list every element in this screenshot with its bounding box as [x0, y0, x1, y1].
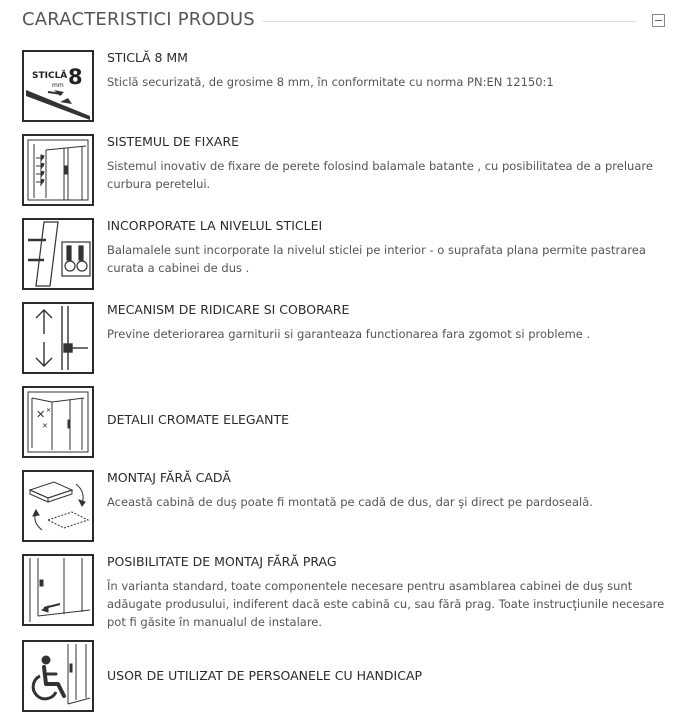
- glass-thickness-icon: [22, 50, 94, 122]
- feature-description: Balamalele sunt incorporate la nivelul sticlei pe interior - o suprafata plana permite pastrarea curata a cabinei de dus .: [107, 243, 646, 275]
- feature-text: [107, 554, 667, 631]
- feature-title: POSIBILITATE DE MONTAJ FĂRĂ PRAG: [107, 554, 337, 569]
- feature-text: [107, 668, 667, 684]
- feature-description: În varianta standard, toate componentele necesare pentru asamblarea cabinei de duş sunt adăugate produsului, indiferent dacă este cabină cu, sau fără prag. Toate instrucţiunile necesare pot fi găsite în manualul de instalare.: [107, 579, 665, 629]
- feature-title: STICLĂ 8 MM: [107, 50, 188, 65]
- feature-title: SISTEMUL DE FIXARE: [107, 134, 240, 149]
- feature-title: MONTAJ FĂRĂ CADĂ: [107, 470, 231, 485]
- svg-text:8: 8: [68, 65, 83, 89]
- svg-text:✕: ✕: [46, 407, 52, 414]
- feature-text: [107, 470, 667, 511]
- svg-text:✕: ✕: [36, 408, 46, 421]
- feature-description: Această cabină de duş poate fi montată pe cadă de dus, dar şi direct pe pardoseală.: [107, 495, 593, 509]
- accessibility-icon: [22, 640, 94, 712]
- svg-text:✕: ✕: [42, 422, 48, 430]
- feature-title: INCORPORATE LA NIVELUL STICLEI: [107, 218, 323, 233]
- feature-text: [107, 412, 667, 428]
- svg-text:mm: mm: [52, 82, 64, 89]
- embedded-hinge-icon: [22, 218, 94, 290]
- header-divider: [262, 21, 636, 22]
- wall-fixing-icon: [22, 134, 94, 206]
- feature-description: Sticlă securizată, de grosime 8 mm, în conformitate cu norma PN:EN 12150:1: [107, 75, 554, 89]
- feature-text: [107, 134, 667, 193]
- section-title: CARACTERISTICI PRODUS: [22, 9, 255, 30]
- feature-title: MECANISM DE RIDICARE SI COBORARE: [107, 302, 350, 317]
- feature-description: Previne deteriorarea garniturii si garanteaza functionarea fara zgomot si probleme .: [107, 327, 591, 341]
- feature-text: [107, 218, 667, 277]
- no-tray-mounting-icon: [22, 470, 94, 542]
- feature-description: Sistemul inovativ de fixare de perete folosind balamale batante , cu posibilitatea de a preluare curbura peretelui.: [107, 159, 653, 191]
- svg-text:STICLĂ: STICLĂ: [32, 71, 68, 81]
- no-threshold-icon: [22, 554, 94, 626]
- feature-title: USOR DE UTILIZAT DE PERSOANELE CU HANDICAP: [107, 668, 423, 683]
- lift-mechanism-icon: [22, 302, 94, 374]
- collapse-icon[interactable]: [652, 14, 665, 27]
- section-header: [0, 0, 688, 40]
- feature-text: [107, 302, 667, 343]
- feature-text: [107, 50, 667, 91]
- feature-title: DETALII CROMATE ELEGANTE: [107, 412, 290, 427]
- chrome-details-icon: [22, 386, 94, 458]
